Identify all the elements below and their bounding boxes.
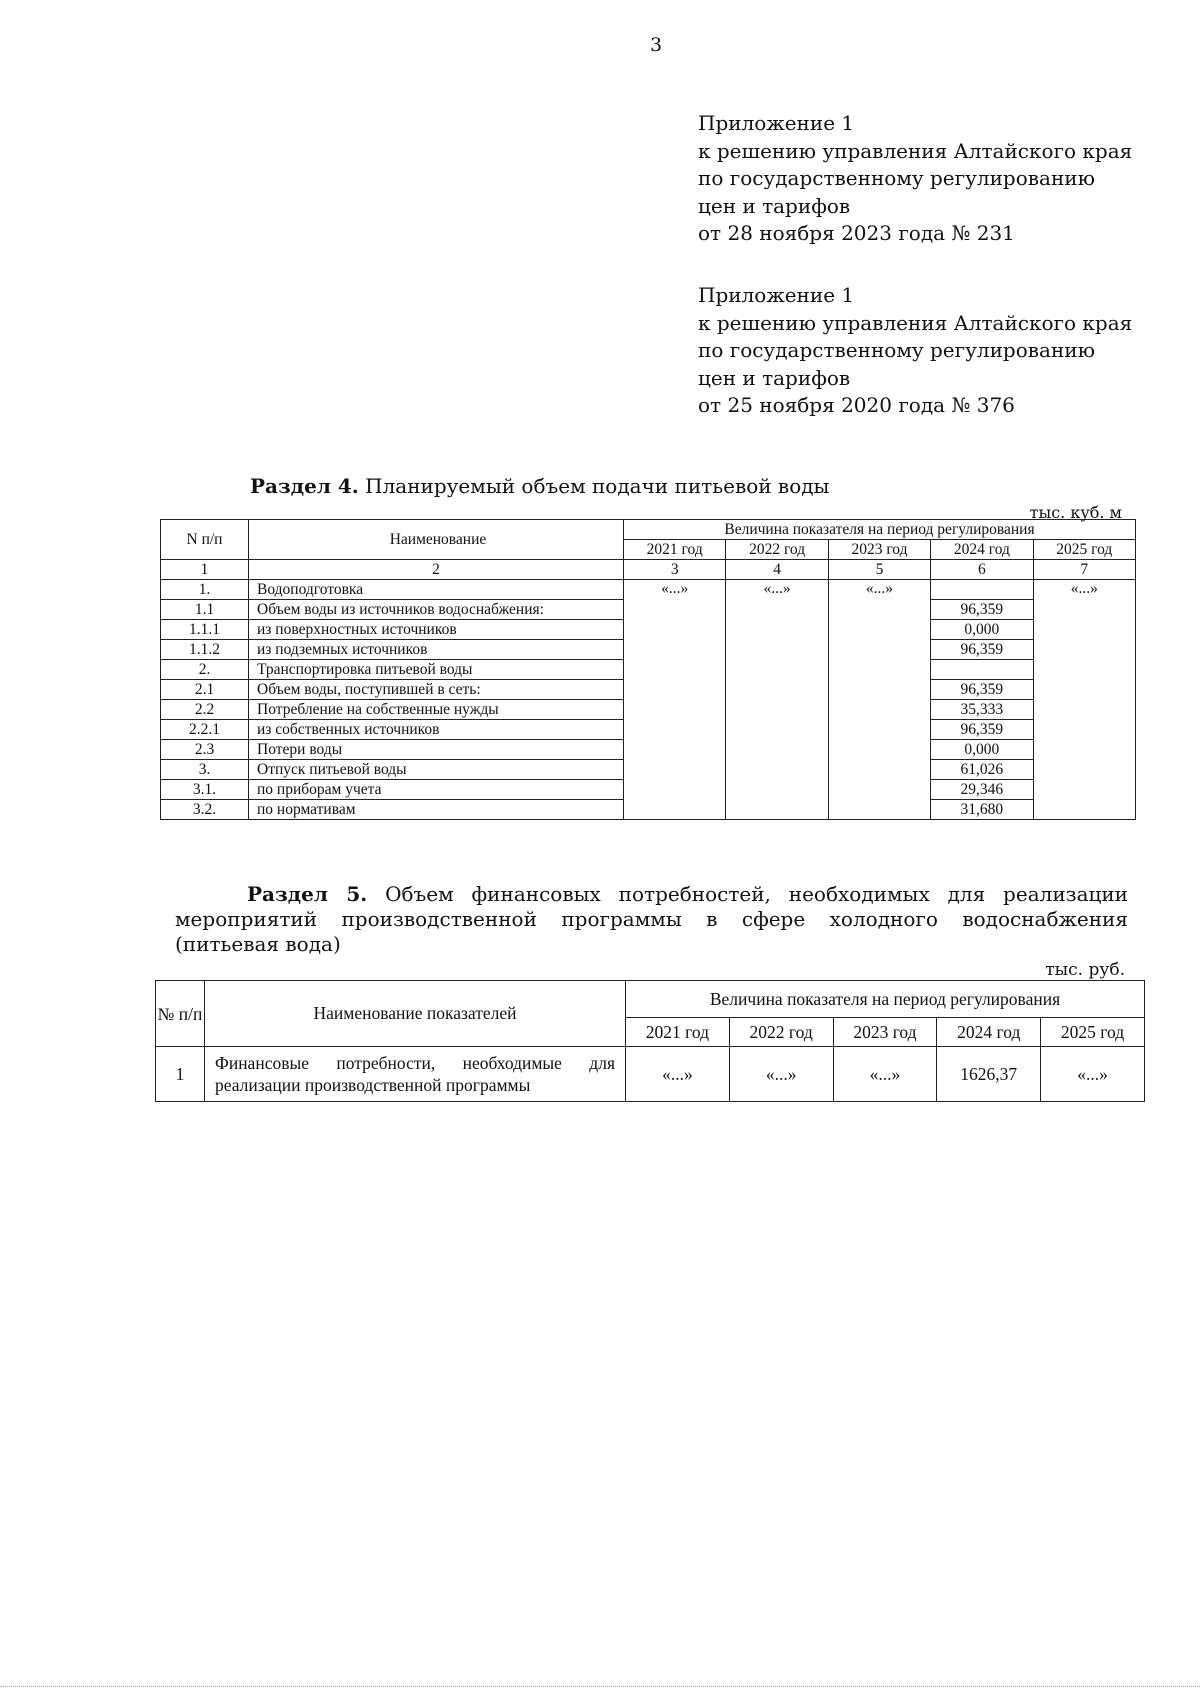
appendix-line: по государственному регулированию — [698, 166, 1096, 190]
value-2024 — [931, 580, 1033, 600]
header-year: 2021 год — [624, 540, 726, 560]
row-num: 2.2.1 — [161, 720, 249, 740]
value-2024: 1626,37 — [937, 1047, 1041, 1102]
value-2024: 96,359 — [931, 600, 1033, 620]
section4-title-rest: Планируемый объем подачи питьевой воды — [358, 474, 830, 498]
row-num: 1.1 — [161, 600, 249, 620]
value-2025: «...» — [1041, 1047, 1145, 1102]
financial-needs-table — [155, 980, 1145, 1102]
appendix-line: к решению управления Алтайского края — [698, 310, 1133, 335]
row-num: 1.1.2 — [161, 640, 249, 660]
row-name: Потери воды — [249, 740, 624, 760]
value-2024: 61,026 — [931, 760, 1033, 780]
value-2022: «...» — [726, 580, 828, 820]
header-year: 2024 год — [931, 540, 1033, 560]
value-2024: 96,359 — [931, 680, 1033, 700]
header-year: 2023 год — [828, 540, 930, 560]
row-name: Водоподготовка — [249, 580, 624, 600]
value-2021: «...» — [624, 580, 726, 820]
value-2024 — [931, 660, 1033, 680]
table-row — [161, 580, 1136, 600]
appendix-line: от 25 ноября 2020 года № 376 — [698, 393, 1015, 417]
row-name: Потребление на собственные нужды — [249, 700, 624, 720]
page-number: 3 — [649, 34, 663, 56]
appendix-block-2 — [698, 282, 1132, 420]
row-num: 2.3 — [161, 740, 249, 760]
header-name: Наименование — [249, 520, 624, 560]
column-number: 3 — [624, 560, 726, 580]
row-name: по приборам учета — [249, 780, 624, 800]
header-period: Величина показателя на период регулирования — [624, 520, 1136, 540]
row-num: 3. — [161, 760, 249, 780]
value-2021: «...» — [626, 1047, 730, 1102]
row-num: 2.1 — [161, 680, 249, 700]
section4-title — [250, 474, 829, 498]
column-number: 1 — [161, 560, 249, 580]
header-year: 2022 год — [729, 1018, 833, 1047]
appendix-line: к решению управления Алтайского края — [698, 138, 1133, 163]
column-number: 5 — [828, 560, 930, 580]
section5-title-bold: Раздел 5. — [247, 882, 368, 906]
header-num: № п/п — [156, 981, 205, 1047]
header-year: 2025 год — [1033, 540, 1135, 560]
value-2025: «...» — [1033, 580, 1135, 820]
header-year: 2025 год — [1041, 1018, 1145, 1047]
row-name: Объем воды, поступившей в сеть: — [249, 680, 624, 700]
column-number: 7 — [1033, 560, 1135, 580]
appendix-line: от 28 ноября 2023 года № 231 — [698, 221, 1015, 245]
appendix-line: цен и тарифов — [698, 365, 851, 390]
row-num: 3.1. — [161, 780, 249, 800]
appendix-line: цен и тарифов — [698, 193, 851, 218]
header-name: Наименование показателей — [205, 981, 626, 1047]
row-name: из подземных источников — [249, 640, 624, 660]
appendix-line: по государственному регулированию — [698, 338, 1096, 362]
section4-unit: тыс. куб. м — [1029, 503, 1122, 522]
section5-title — [175, 882, 1128, 957]
row-name: из собственных источников — [249, 720, 624, 740]
appendix-title: Приложение 1 — [698, 283, 855, 307]
column-number: 6 — [931, 560, 1033, 580]
column-number: 2 — [249, 560, 624, 580]
row-name: Отпуск питьевой воды — [249, 760, 624, 780]
value-2024: 29,346 — [931, 780, 1033, 800]
header-period: Величина показателя на период регулирования — [626, 981, 1145, 1018]
row-name: из поверхностных источников — [249, 620, 624, 640]
row-num: 1. — [161, 580, 249, 600]
value-2023: «...» — [828, 580, 930, 820]
row-name: Объем воды из источников водоснабжения: — [249, 600, 624, 620]
row-name: Транспортировка питьевой воды — [249, 660, 624, 680]
value-2023: «...» — [833, 1047, 937, 1102]
value-2024: 0,000 — [931, 620, 1033, 640]
scan-edge-line — [0, 1686, 1200, 1687]
column-number: 4 — [726, 560, 828, 580]
value-2024: 96,359 — [931, 640, 1033, 660]
water-volume-table — [160, 519, 1136, 820]
row-num: 2. — [161, 660, 249, 680]
header-year: 2022 год — [726, 540, 828, 560]
table-row — [156, 1047, 1145, 1102]
header-year: 2024 год — [937, 1018, 1041, 1047]
row-name: Финансовые потребности, необходимые для реализации производственной программы — [205, 1047, 626, 1102]
appendix-title: Приложение 1 — [698, 111, 855, 135]
value-2022: «...» — [729, 1047, 833, 1102]
row-num: 1 — [156, 1047, 205, 1102]
row-num: 1.1.1 — [161, 620, 249, 640]
value-2024: 0,000 — [931, 740, 1033, 760]
header-year: 2021 год — [626, 1018, 730, 1047]
section5-unit: тыс. руб. — [1045, 960, 1125, 980]
row-num: 3.2. — [161, 800, 249, 820]
row-name: по нормативам — [249, 800, 624, 820]
section5-title-rest: Объем финансовых потребностей, необходимых для реализации мероприятий производственной программы в сфере холодного водоснабжения (питьевая вода) — [175, 882, 1129, 956]
value-2024: 31,680 — [931, 800, 1033, 820]
appendix-block-1 — [698, 110, 1132, 248]
section4-title-bold: Раздел 4. — [250, 474, 359, 498]
row-num: 2.2 — [161, 700, 249, 720]
header-year: 2023 год — [833, 1018, 937, 1047]
value-2024: 35,333 — [931, 700, 1033, 720]
value-2024: 96,359 — [931, 720, 1033, 740]
header-num: N п/п — [161, 520, 249, 560]
